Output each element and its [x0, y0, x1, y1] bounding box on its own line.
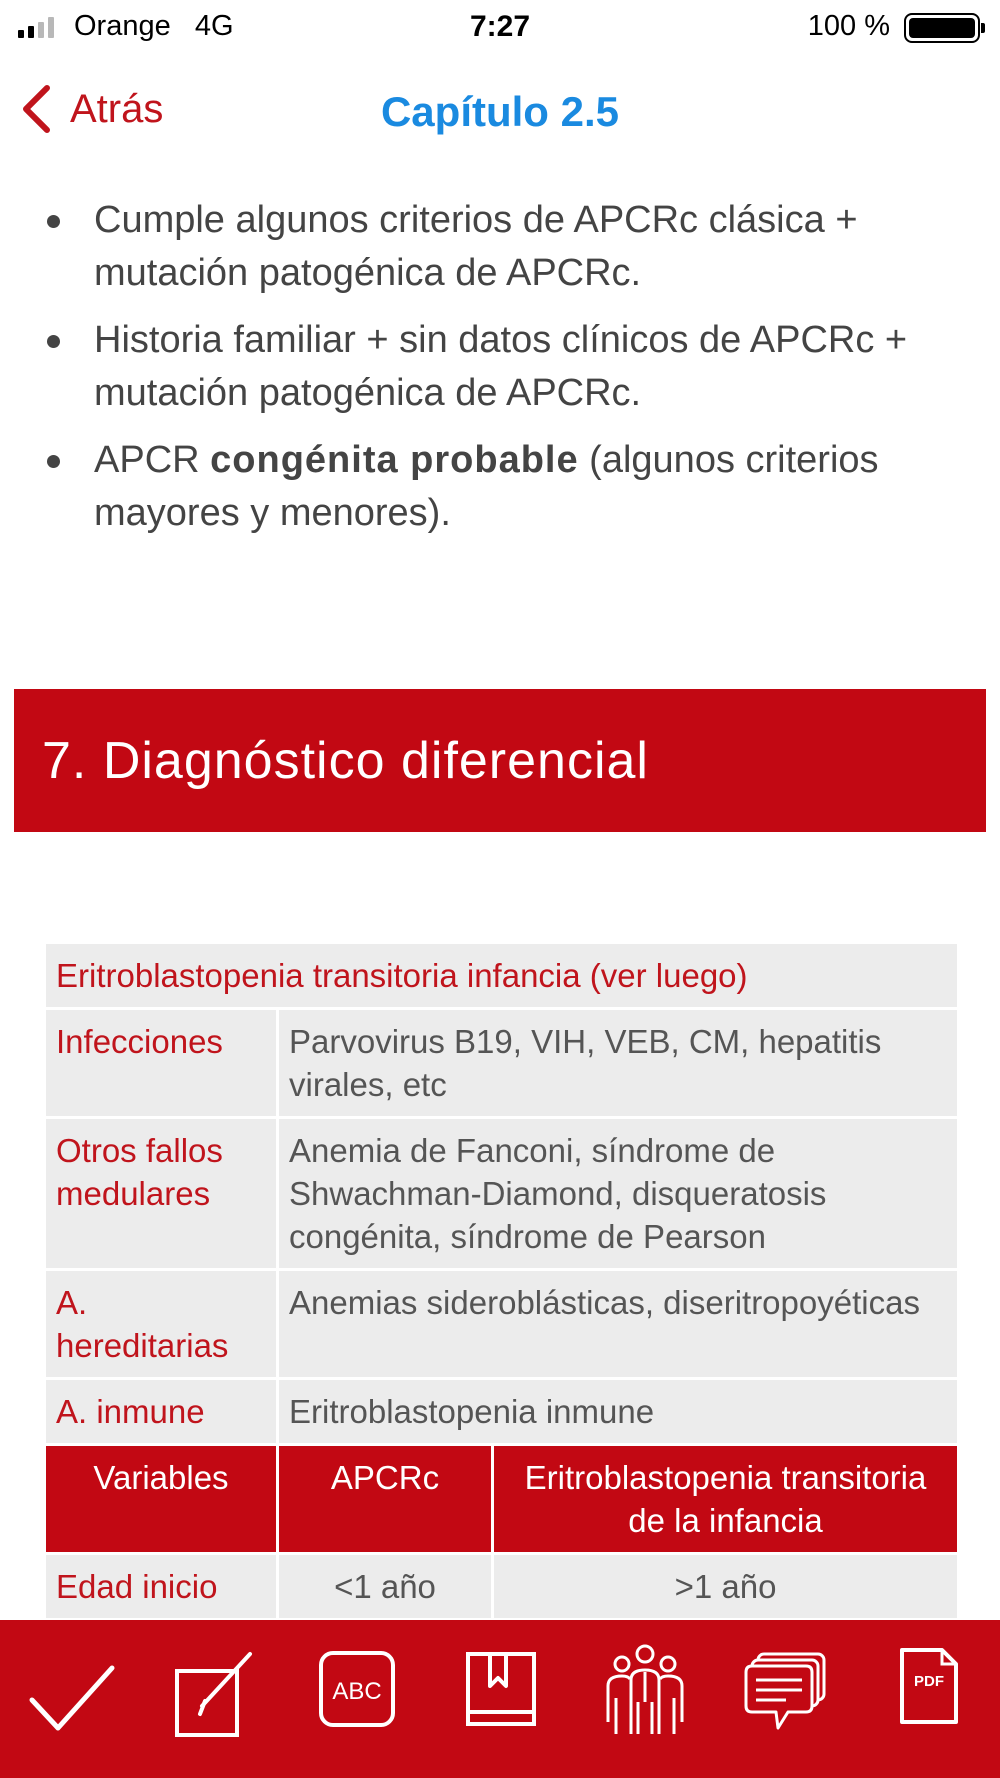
pdf-icon[interactable] — [898, 1646, 960, 1726]
table-header-cell: Variables — [45, 1445, 278, 1554]
table-cell-label: A. inmune — [45, 1379, 278, 1445]
bottom-toolbar — [0, 1620, 1000, 1778]
pdf-label: PDF — [914, 1673, 944, 1690]
list-item — [42, 434, 962, 540]
network-type: 4G — [194, 10, 234, 42]
comments-icon[interactable] — [742, 1650, 828, 1734]
list-item-suffix: (algunos criterios mayores y menores). — [94, 439, 879, 534]
table-row — [45, 1118, 959, 1270]
table-header-cell: Eritroblastopenia transitoria de la infancia — [493, 1445, 959, 1554]
battery-percent: 100 % — [807, 10, 890, 42]
check-icon[interactable] — [28, 1662, 116, 1734]
differential-table — [43, 941, 960, 1621]
table-row — [45, 1270, 959, 1379]
criteria-list — [42, 194, 962, 554]
table-row — [45, 1554, 959, 1620]
list-item-prefix: APCR — [94, 439, 211, 481]
table-row — [45, 1379, 959, 1445]
table-cell-value: Anemia de Fanconi, síndrome de Shwachman-Diamond, disqueratosis congénita, síndrome de Pearson — [278, 1118, 959, 1270]
table-cell-label: Edad inicio — [45, 1554, 278, 1620]
abc-icon[interactable] — [318, 1650, 396, 1730]
list-item: Historia familiar + sin datos clínicos de APCRc + mutación patogénica de APCRc. — [42, 314, 962, 420]
bookmark-book-icon[interactable] — [464, 1650, 540, 1730]
table-cell-value: Anemias sideroblásticas, diseritropoyéticas — [278, 1270, 959, 1379]
list-item-bold: congénita probable — [210, 439, 579, 481]
abc-label: ABC — [332, 1678, 382, 1705]
status-time: 7:27 — [469, 10, 531, 43]
table-cell-value: >1 año — [493, 1554, 959, 1620]
section-header: 7. Diagnóstico diferencial — [14, 689, 986, 832]
table-cell-value: Parvovirus B19, VIH, VEB, CM, hepatitis virales, etc — [278, 1009, 959, 1118]
table-cell-value: Eritroblastopenia inmune — [278, 1379, 959, 1445]
table-cell-label: Eritroblastopenia transitoria infancia (ver luego) — [45, 943, 959, 1009]
team-icon[interactable] — [604, 1642, 686, 1738]
table-row — [45, 943, 959, 1009]
back-label: Atrás — [70, 86, 164, 131]
table-cell-value: <1 año — [278, 1554, 493, 1620]
status-bar — [0, 0, 1000, 56]
battery-icon — [904, 13, 980, 43]
table-header-row — [45, 1445, 959, 1554]
table-cell-label: Infecciones — [45, 1009, 278, 1118]
table-row — [45, 1009, 959, 1118]
carrier-name: Orange — [74, 10, 171, 42]
page-title: Capítulo 2.5 — [380, 88, 620, 135]
nav-bar — [0, 70, 1000, 154]
table-header-cell: APCRc — [278, 1445, 493, 1554]
edit-note-icon[interactable] — [172, 1646, 258, 1742]
list-item: Cumple algunos criterios de APCRc clásica + mutación patogénica de APCRc. — [42, 194, 962, 300]
table-cell-label: Otros fallos medulares — [45, 1118, 278, 1270]
table-cell-label: A. hereditarias — [45, 1270, 278, 1379]
